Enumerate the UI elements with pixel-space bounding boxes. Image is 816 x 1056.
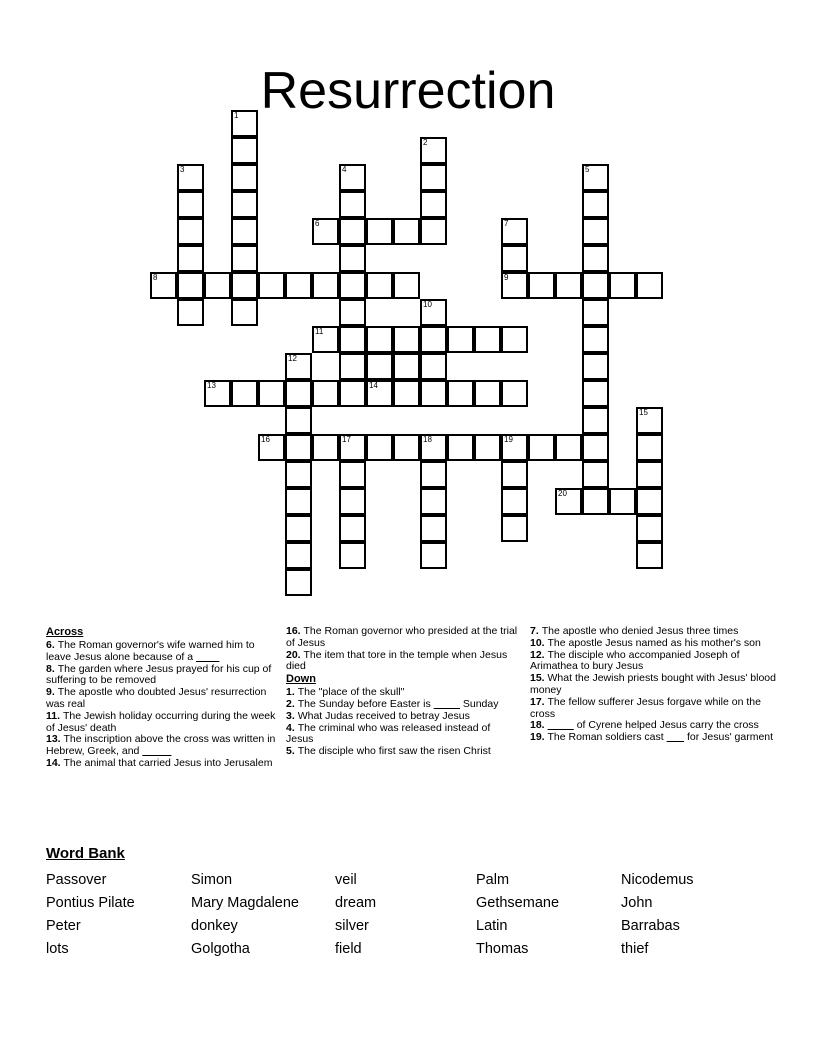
clue-number: 9.: [46, 686, 58, 699]
clue-down-4: 4. The criminal who was released instead of Jesus: [286, 721, 491, 746]
grid-clue-number: 11: [315, 327, 324, 336]
grid-clue-number: 20: [558, 489, 567, 498]
grid-cell[interactable]: [285, 569, 312, 596]
grid-cell[interactable]: [447, 326, 474, 353]
grid-clue-number: 18: [423, 435, 432, 444]
word-bank-word[interactable]: John: [621, 895, 653, 911]
grid-cell[interactable]: [177, 218, 204, 245]
clue-down-15: 15. What the Jewish priests bought with Jesus' blood money: [530, 672, 776, 696]
grid-cell[interactable]: [366, 272, 393, 299]
grid-cell[interactable]: [420, 380, 447, 407]
grid-cell[interactable]: [339, 515, 366, 542]
grid-cell[interactable]: [339, 218, 366, 245]
grid-clue-number: 4: [342, 165, 347, 174]
grid-clue-number: 12: [288, 354, 297, 363]
across-heading: Across: [46, 626, 84, 638]
grid-cell[interactable]: [285, 272, 312, 299]
grid-cell[interactable]: [420, 218, 447, 245]
grid-cell[interactable]: [285, 515, 312, 542]
grid-cell[interactable]: [339, 461, 366, 488]
clue-down-10: 10. The apostle Jesus named as his mother's son: [530, 636, 761, 649]
word-bank-word[interactable]: dream: [335, 895, 377, 911]
grid-cell[interactable]: [501, 326, 528, 353]
grid-cell[interactable]: [555, 434, 582, 461]
grid-cell[interactable]: [231, 191, 258, 218]
word-bank-word[interactable]: Passover: [46, 872, 107, 888]
clue-blank: [548, 719, 574, 731]
word-bank-word[interactable]: lots: [46, 941, 69, 957]
word-bank-word[interactable]: field: [335, 941, 362, 957]
grid-cell[interactable]: [636, 272, 663, 299]
word-bank-word[interactable]: Latin: [476, 918, 508, 934]
down-heading: Down: [286, 673, 316, 686]
grid-cell[interactable]: [339, 542, 366, 569]
grid-clue-number: 17: [342, 435, 351, 444]
grid-cell[interactable]: [393, 353, 420, 380]
grid-cell[interactable]: [420, 299, 447, 326]
grid-cell[interactable]: [204, 380, 231, 407]
grid-cell[interactable]: [420, 434, 447, 461]
clue-number: 11.: [46, 709, 63, 722]
grid-cell[interactable]: [339, 164, 366, 191]
word-bank-word[interactable]: Gethsemane: [476, 895, 560, 911]
grid-clue-number: 8: [153, 273, 158, 282]
clue-blank: [667, 731, 685, 743]
clue-number: 13.: [46, 733, 64, 746]
clue-number: 5.: [286, 745, 298, 758]
grid-cell[interactable]: [258, 272, 285, 299]
clue-across-14: 14. The animal that carried Jesus into Jerusalem: [46, 756, 273, 769]
grid-cell[interactable]: [420, 542, 447, 569]
grid-cell[interactable]: [501, 488, 528, 515]
clue-number: 8.: [46, 662, 58, 675]
clue-down-17: 17. The fellow sufferer Jesus forgave while on the cross: [530, 695, 761, 720]
grid-cell[interactable]: [231, 110, 258, 137]
grid-cell[interactable]: [231, 380, 258, 407]
clue-number: 1.: [286, 686, 298, 699]
grid-cell[interactable]: [609, 272, 636, 299]
grid-cell[interactable]: [501, 434, 528, 461]
grid-cell[interactable]: [312, 326, 339, 353]
grid-cell[interactable]: [393, 326, 420, 353]
word-bank-column-2: [191, 869, 326, 961]
clue-number: 14.: [46, 756, 64, 769]
clue-across-16: 16. The Roman governor who presided at the trial of Jesus: [286, 625, 518, 649]
grid-cell[interactable]: [420, 461, 447, 488]
clue-across-9: 9. The apostle who doubted Jesus' resurrection was real: [46, 686, 267, 710]
grid-cell[interactable]: [312, 272, 339, 299]
word-bank-column-5: [621, 869, 776, 961]
grid-clue-number: 5: [585, 165, 590, 174]
clue-number: 18.: [530, 719, 548, 732]
grid-cell[interactable]: [420, 353, 447, 380]
grid-clue-number: 1: [234, 111, 239, 120]
clue-down-2: 2. The Sunday before Easter is Sunday: [286, 697, 499, 710]
grid-cell[interactable]: [582, 272, 609, 299]
grid-cell[interactable]: [420, 137, 447, 164]
word-bank-column-4: [476, 869, 621, 961]
page-title: Resurrection: [260, 61, 556, 120]
grid-cell[interactable]: [177, 191, 204, 218]
word-bank-word[interactable]: silver: [335, 918, 369, 934]
clue-across-13: 13. The inscription above the cross was written in Hebrew, Greek, and: [46, 733, 276, 758]
word-bank-word[interactable]: veil: [335, 872, 357, 888]
clue-number: 19.: [530, 731, 548, 744]
grid-cell[interactable]: [528, 434, 555, 461]
word-bank-word[interactable]: Mary Magdalene: [191, 895, 299, 911]
clue-down-19: 19. The Roman soldiers cast for Jesus' garment: [530, 731, 774, 744]
grid-cell[interactable]: [393, 272, 420, 299]
word-bank-word[interactable]: Simon: [191, 872, 233, 888]
grid-clue-number: 13: [207, 381, 216, 390]
clue-number: 6.: [46, 639, 58, 651]
grid-cell[interactable]: [393, 380, 420, 407]
clue-number: 4.: [286, 721, 298, 734]
grid-cell[interactable]: [582, 461, 609, 488]
grid-cell[interactable]: [582, 407, 609, 434]
grid-cell[interactable]: [285, 407, 312, 434]
grid-cell[interactable]: [366, 326, 393, 353]
clue-number: 7.: [530, 625, 542, 637]
clue-down-1: 1. The "place of the skull": [286, 686, 405, 699]
clue-number: 16.: [286, 625, 304, 637]
word-bank-column-3: [335, 869, 475, 961]
clue-down-18: 18. of Cyrene helped Jesus carry the cross: [530, 719, 759, 732]
grid-cell[interactable]: [420, 515, 447, 542]
grid-cell[interactable]: [582, 164, 609, 191]
grid-cell[interactable]: [339, 434, 366, 461]
grid-cell[interactable]: [339, 272, 366, 299]
grid-clue-number: 15: [639, 408, 648, 417]
grid-cell[interactable]: [285, 353, 312, 380]
clues-section: [46, 626, 776, 826]
grid-cell[interactable]: [501, 515, 528, 542]
grid-cell[interactable]: [420, 326, 447, 353]
clue-down-7: 7. The apostle who denied Jesus three times: [530, 625, 739, 637]
clue-number: 12.: [530, 648, 548, 661]
grid-cell[interactable]: [636, 515, 663, 542]
grid-cell[interactable]: [474, 326, 501, 353]
grid-cell[interactable]: [285, 434, 312, 461]
clue-number: 3.: [286, 709, 298, 722]
grid-cell[interactable]: [231, 272, 258, 299]
grid-cell[interactable]: [582, 434, 609, 461]
grid-clue-number: 9: [504, 273, 509, 282]
grid-cell[interactable]: [285, 488, 312, 515]
grid-cell[interactable]: [420, 488, 447, 515]
clue-number: 2.: [286, 697, 298, 710]
grid-cell[interactable]: [231, 164, 258, 191]
clue-number: 17.: [530, 695, 548, 708]
grid-cell[interactable]: [636, 407, 663, 434]
grid-cell[interactable]: [420, 191, 447, 218]
grid-cell[interactable]: [339, 353, 366, 380]
word-bank-word[interactable]: Pontius Pilate: [46, 895, 135, 911]
grid-cell[interactable]: [474, 380, 501, 407]
clue-down-3: 3. What Judas received to betray Jesus: [286, 709, 470, 722]
grid-cell[interactable]: [582, 299, 609, 326]
clue-down-5: 5. The disciple who first saw the risen Christ: [286, 745, 491, 758]
grid-cell[interactable]: [339, 299, 366, 326]
word-bank-word[interactable]: Peter: [46, 918, 81, 934]
grid-cell[interactable]: [177, 245, 204, 272]
word-bank-title: Word Bank: [46, 845, 125, 862]
clue-blank: [434, 698, 460, 710]
word-bank-word[interactable]: Thomas: [476, 941, 529, 957]
grid-cell[interactable]: [582, 191, 609, 218]
clue-across-8: 8. The garden where Jesus prayed for his cup of suffering to be removed: [46, 662, 272, 687]
grid-cell[interactable]: [582, 353, 609, 380]
grid-cell[interactable]: [582, 245, 609, 272]
grid-cell[interactable]: [501, 380, 528, 407]
grid-cell[interactable]: [231, 218, 258, 245]
clue-across-20: 20. The item that tore in the temple when Jesus died: [286, 648, 508, 673]
word-bank-column-1: [46, 869, 191, 961]
clue-number: 15.: [530, 672, 548, 685]
grid-cell[interactable]: [555, 488, 582, 515]
clues-column-1: [46, 626, 278, 770]
grid-cell[interactable]: [501, 272, 528, 299]
grid-clue-number: 19: [504, 435, 513, 444]
grid-cell[interactable]: [339, 245, 366, 272]
grid-cell[interactable]: [393, 434, 420, 461]
grid-cell[interactable]: [285, 542, 312, 569]
grid-cell[interactable]: [339, 326, 366, 353]
grid-cell[interactable]: [231, 137, 258, 164]
grid-cell[interactable]: [501, 218, 528, 245]
grid-cell[interactable]: [366, 218, 393, 245]
word-bank-section: [46, 845, 776, 961]
grid-cell[interactable]: [366, 353, 393, 380]
grid-cell[interactable]: [555, 272, 582, 299]
grid-clue-number: 14: [369, 381, 378, 390]
grid-cell[interactable]: [582, 326, 609, 353]
grid-cell[interactable]: [636, 461, 663, 488]
clue-blank: [196, 651, 219, 663]
grid-cell[interactable]: [312, 218, 339, 245]
clue-across-6: 6. The Roman governor's wife warned him to leave Jesus alone because of a: [46, 639, 255, 663]
clue-number: 20.: [286, 648, 304, 661]
grid-cell[interactable]: [366, 434, 393, 461]
grid-cell[interactable]: [285, 380, 312, 407]
grid-cell[interactable]: [474, 434, 501, 461]
grid-cell[interactable]: [339, 380, 366, 407]
grid-cell[interactable]: [339, 488, 366, 515]
word-bank-grid: [46, 869, 776, 961]
grid-clue-number: 10: [423, 300, 432, 309]
grid-cell[interactable]: [150, 272, 177, 299]
grid-cell[interactable]: [258, 380, 285, 407]
clues-column-3: [530, 626, 776, 744]
grid-clue-number: 2: [423, 138, 428, 147]
word-bank-word[interactable]: Palm: [476, 872, 510, 888]
clue-blank: [142, 745, 171, 757]
clue-number: 10.: [530, 636, 548, 649]
grid-cell[interactable]: [177, 272, 204, 299]
word-bank-word[interactable]: thief: [621, 941, 649, 957]
grid-cell[interactable]: [258, 434, 285, 461]
grid-cell[interactable]: [636, 488, 663, 515]
grid-cell[interactable]: [204, 272, 231, 299]
clue-across-11: 11. The Jewish holiday occurring during the week of Jesus' death: [46, 709, 276, 734]
word-bank-word[interactable]: Nicodemus: [621, 872, 694, 888]
grid-cell[interactable]: [501, 461, 528, 488]
grid-cell[interactable]: [582, 218, 609, 245]
grid-cell[interactable]: [231, 245, 258, 272]
grid-cell[interactable]: [231, 299, 258, 326]
grid-cell[interactable]: [177, 299, 204, 326]
grid-cell[interactable]: [609, 488, 636, 515]
grid-cell[interactable]: [366, 380, 393, 407]
grid-cell[interactable]: [447, 434, 474, 461]
grid-clue-number: 16: [261, 435, 270, 444]
grid-clue-number: 6: [315, 219, 320, 228]
clues-column-2: [286, 626, 518, 758]
word-bank-word[interactable]: Barrabas: [621, 918, 680, 934]
grid-cell[interactable]: [636, 434, 663, 461]
grid-cell[interactable]: [582, 380, 609, 407]
grid-cell[interactable]: [339, 191, 366, 218]
grid-cell[interactable]: [447, 380, 474, 407]
grid-cell[interactable]: [501, 245, 528, 272]
grid-cell[interactable]: [528, 272, 555, 299]
grid-cell[interactable]: [285, 461, 312, 488]
grid-cell[interactable]: [420, 164, 447, 191]
grid-cell[interactable]: [312, 434, 339, 461]
grid-clue-number: 3: [180, 165, 185, 174]
grid-cell[interactable]: [582, 488, 609, 515]
word-bank-word[interactable]: donkey: [191, 918, 238, 934]
grid-cell[interactable]: [312, 380, 339, 407]
grid-cell[interactable]: [636, 542, 663, 569]
clue-down-12: 12. The disciple who accompanied Joseph of Arimathea to bury Jesus: [530, 648, 740, 673]
word-bank-word[interactable]: Golgotha: [191, 941, 250, 957]
grid-cell[interactable]: [177, 164, 204, 191]
grid-cell[interactable]: [393, 218, 420, 245]
grid-clue-number: 7: [504, 219, 509, 228]
